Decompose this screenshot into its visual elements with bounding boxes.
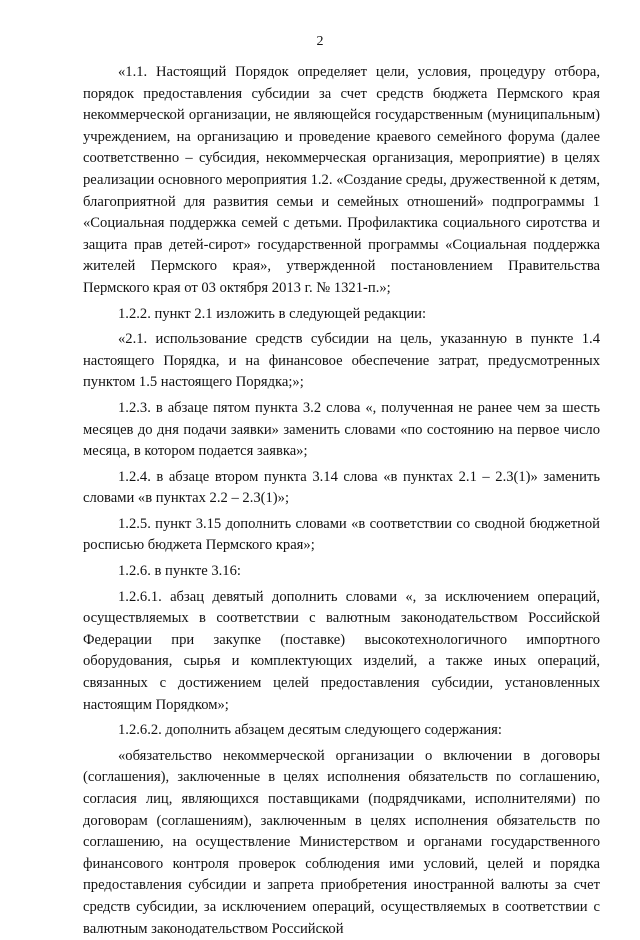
paragraph-obligation: «обязательство некоммерческой организации о включении в договоры (соглашения), заключенные в целях исполнения обязательств по соглашению, согласия лиц, являющихся поставщиками (подрядчиками, исполнителями) по договорам (соглашениям), заключенным в целях исполнения обязательств по соглашению, на осуществление Министерством и органами государственного финансового контроля проверок соблюдения ими условий, целей и порядка предоставления субсидии и запрета приобретения иностранной валюты за счет средств субсидии, за исключением операций, осуществляемых в соответствии с валютным законодательством Российской <box>83 747 600 937</box>
paragraph-1-2-5: 1.2.5. пункт 3.15 дополнить словами «в соответствии со сводной бюджетной росписью бюджета Пермского края»; <box>83 515 600 554</box>
page-number: 2 <box>316 34 324 49</box>
paragraph-1-2-4: 1.2.4. в абзаце втором пункта 3.14 слова «в пунктах 2.1 – 2.3(1)» заменить словами «в пунктах 2.2 – 2.3(1)»; <box>83 468 600 507</box>
paragraph-1-2-2: 1.2.2. пункт 2.1 изложить в следующей редакции: <box>118 305 427 322</box>
paragraph-1-2-3: 1.2.3. в абзаце пятом пункта 3.2 слова «, полученная не ранее чем за шесть месяцев до дня подачи заявки» заменить словами «по состоянию на первое число месяца, в котором подается заявка»; <box>83 399 600 460</box>
paragraph-1-2-6: 1.2.6. в пункте 3.16: <box>118 563 241 580</box>
paragraph-2-1-text: «2.1. использование средств субсидии на цель, указанную в пункте 1.4 настоящего Порядка, и на финансовое обеспечение затрат, предусмотренных пунктом 1.5 настоящего Порядка;»; <box>83 331 600 391</box>
paragraph-1-2-6-1: 1.2.6.1. абзац девятый дополнить словами «, за исключением операций, осуществляемых в соответствии с валютным законодательством Российской Федерации при закупке (поставке) высокотехнологичного импортного оборудования, сырья и комплектующих изделий, а также иных операций, связанных с достижением целей предоставления субсидии, установленных настоящим Порядком»; <box>83 588 600 713</box>
paragraph-1-2-6-2: 1.2.6.2. дополнить абзацем десятым следующего содержания: <box>118 722 502 739</box>
document-body <box>83 62 600 940</box>
paragraph-1-1: «1.1. Настоящий Порядок определяет цели, условия, процедуру отбора, порядок предоставления субсидии за счет средств бюджета Пермского края некоммерческой организации, не являющейся государственным (муниципальным) учреждением, на организацию и проведение краевого семейного форума (далее соответственно – субсидия, некоммерческая организация, мероприятие) в целях реализации основного мероприятия 1.2. «Создание среды, дружественной к детям, благоприятной для развития семьи и семейных отношений» подпрограммы 1 «Социальная поддержка семей с детьми. Профилактика социального сиротства и защита прав детей-сирот» государственной программы «Социальная поддержка жителей Пермского края», утвержденной постановлением Правительства Пермского края от 03 октября 2013 г. № 1321-п.»; <box>83 64 600 296</box>
